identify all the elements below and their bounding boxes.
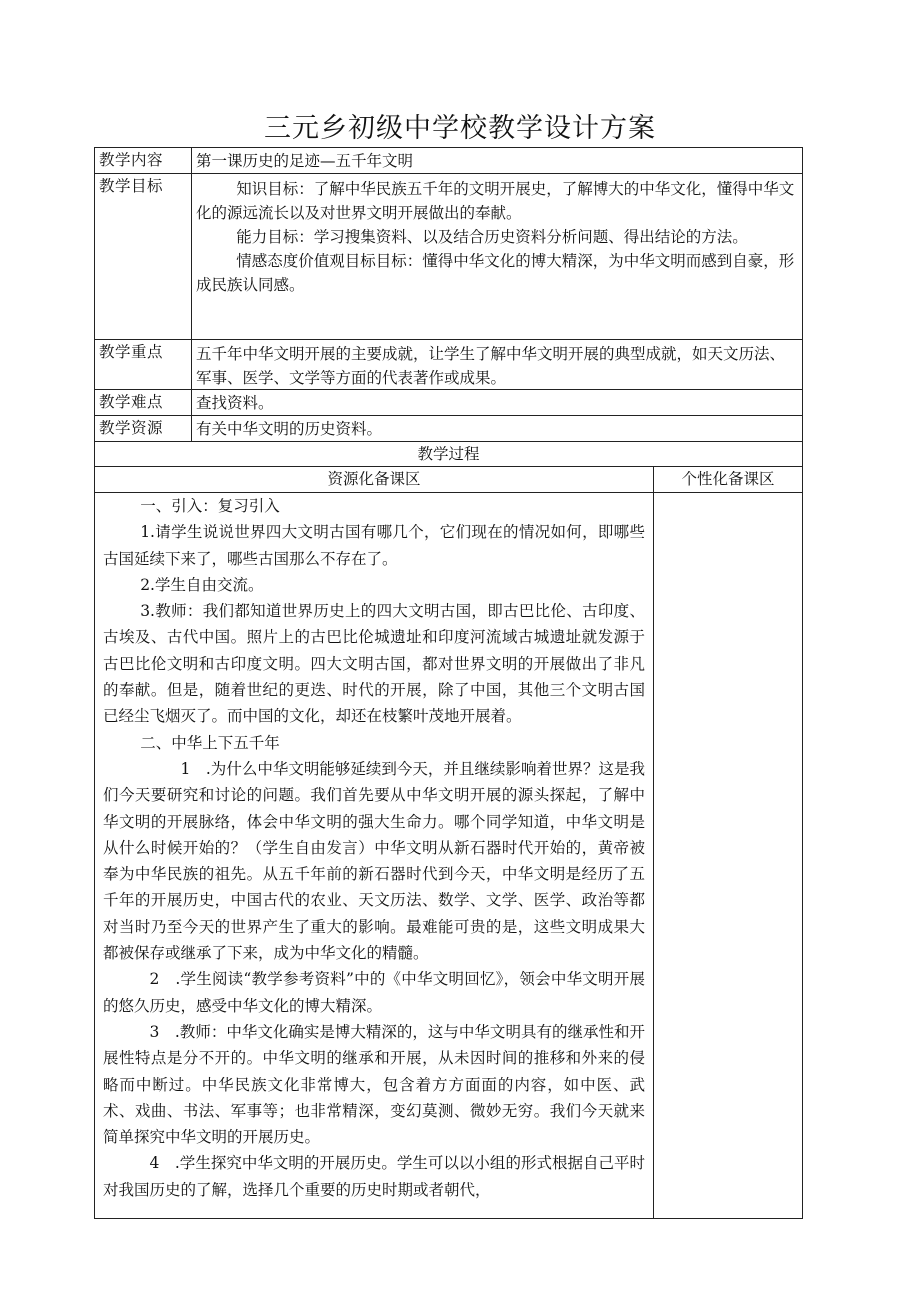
process-content: [95, 493, 654, 1219]
process-header: 教学过程: [95, 442, 803, 467]
content-value: 第一课历史的足迹—五千年文明: [192, 148, 803, 174]
document-title: 三元乡初级中学校教学设计方案: [264, 113, 656, 144]
col-personal-header: 个性化备课区: [654, 467, 803, 493]
goal-ability: 能力目标：学习搜集资料、以及结合历史资料分析问题、得出结论的方法。: [236, 228, 748, 246]
process-para-5: 二、中华上下五千年: [140, 733, 280, 752]
row-process-header: [95, 442, 803, 467]
row-focus: [95, 340, 803, 390]
difficulty-value: 查找资料。: [192, 390, 803, 416]
row-difficulty: [95, 390, 803, 416]
row-resource: [95, 416, 803, 442]
goals-cell: [192, 174, 803, 340]
process-para-1: 一、引入：复习引入: [140, 497, 280, 515]
difficulty-label: 教学难点: [95, 390, 192, 416]
col-resource-header: 资源化备课区: [95, 467, 654, 493]
goals-label: 教学目标: [95, 174, 192, 340]
row-content: [95, 148, 803, 174]
content-label: 教学内容: [95, 148, 192, 174]
process-para-9: 4 .学生探究中华文明的开展历史。学生可以以小组的形式根据自己平时对我国历史的了解，选择几个重要的历史时期或者朝代，: [103, 1154, 645, 1199]
goal-knowledge: 知识目标：了解中华民族五千年的文明开展史，了解博大的中华文化，懂得中华文化的源远流长以及对世界文明开展做出的奉献。: [196, 180, 795, 222]
lesson-plan-table: [94, 147, 803, 1219]
process-para-8: 3 .教师：中华文化确实是博大精深的，这与中华文明具有的继承性和开展性特点是分不开的。中华文明的继承和开展，从未因时间的推移和外来的侵略而中断过。中华民族文化非常博大，包含着方方面面的内容，如中医、武术、戏曲、书法、军事等；也非常精深，变幻莫测、微妙无穷。我们今天就来简单探究中华文明的开展历史。: [103, 1022, 645, 1147]
process-para-2: 1.请学生说说世界四大文明古国有哪几个，它们现在的情况如何，即哪些古国延续下来了，哪些古国那么不存在了。: [103, 523, 645, 568]
personal-area: [654, 493, 803, 1219]
resource-value: 有关中华文明的历史资料。: [192, 416, 803, 442]
process-para-7: 2 .学生阅读“教学参考资料”中的《中华文明回忆》，领会中华文明开展的悠久历史，感受中华文化的博大精深。: [103, 970, 645, 1015]
process-para-3: 2.学生自由交流。: [140, 575, 264, 594]
focus-label: 教学重点: [95, 340, 192, 390]
focus-cell: [192, 340, 803, 390]
resource-label: 教学资源: [95, 416, 192, 442]
row-goals: [95, 174, 803, 340]
focus-value: 五千年中华文明开展的主要成就，让学生了解中华文明开展的典型成就，如天文历法、军事、医学、文学等方面的代表著作或成果。: [196, 345, 786, 386]
process-para-4: 3.教师：我们都知道世界历史上的四大文明古国，即古巴比伦、古印度、古埃及、古代中国。照片上的古巴比伦城遗址和印度河流域古城遗址就发源于古巴比伦文明和古印度文明。四大文明古国，都对世界文明的开展做出了非凡的奉献。但是，随着世纪的更迭、时代的开展，除了中国，其他三个文明古国已经尘飞烟灭了。而中国的文化，却还在枝繁叶茂地开展着。: [103, 602, 645, 726]
process-para-6: 1 .为什么中华文明能够延续到今天，并且继续影响着世界？这是我们今天要研究和讨论的问题。我们首先要从中华文明开展的源头探起，了解中华文明的开展脉络，体会中华文明的强大生命力。哪个同学知道，中华文明是从什么时候开始的？（学生自由发言）中华文明从新石器时代开始的，黄帝被奉为中华民族的祖先。从五千年前的新石器时代到今天，中华文明是经历了五千年的开展历史，中国古代的农业、天文历法、数学、文学、医学、政治等都对当时乃至今天的世界产生了重大的影响。最难能可贵的是，这些文明成果大都被保存或继承了下来，成为中华文化的精髓。: [103, 759, 645, 963]
row-columns: [95, 467, 803, 493]
goal-emotion: 情感态度价值观目标目标：懂得中华文化的博大精深，为中华文明而感到自豪，形成民族认同感。: [196, 252, 795, 294]
row-process-body: [95, 493, 803, 1219]
